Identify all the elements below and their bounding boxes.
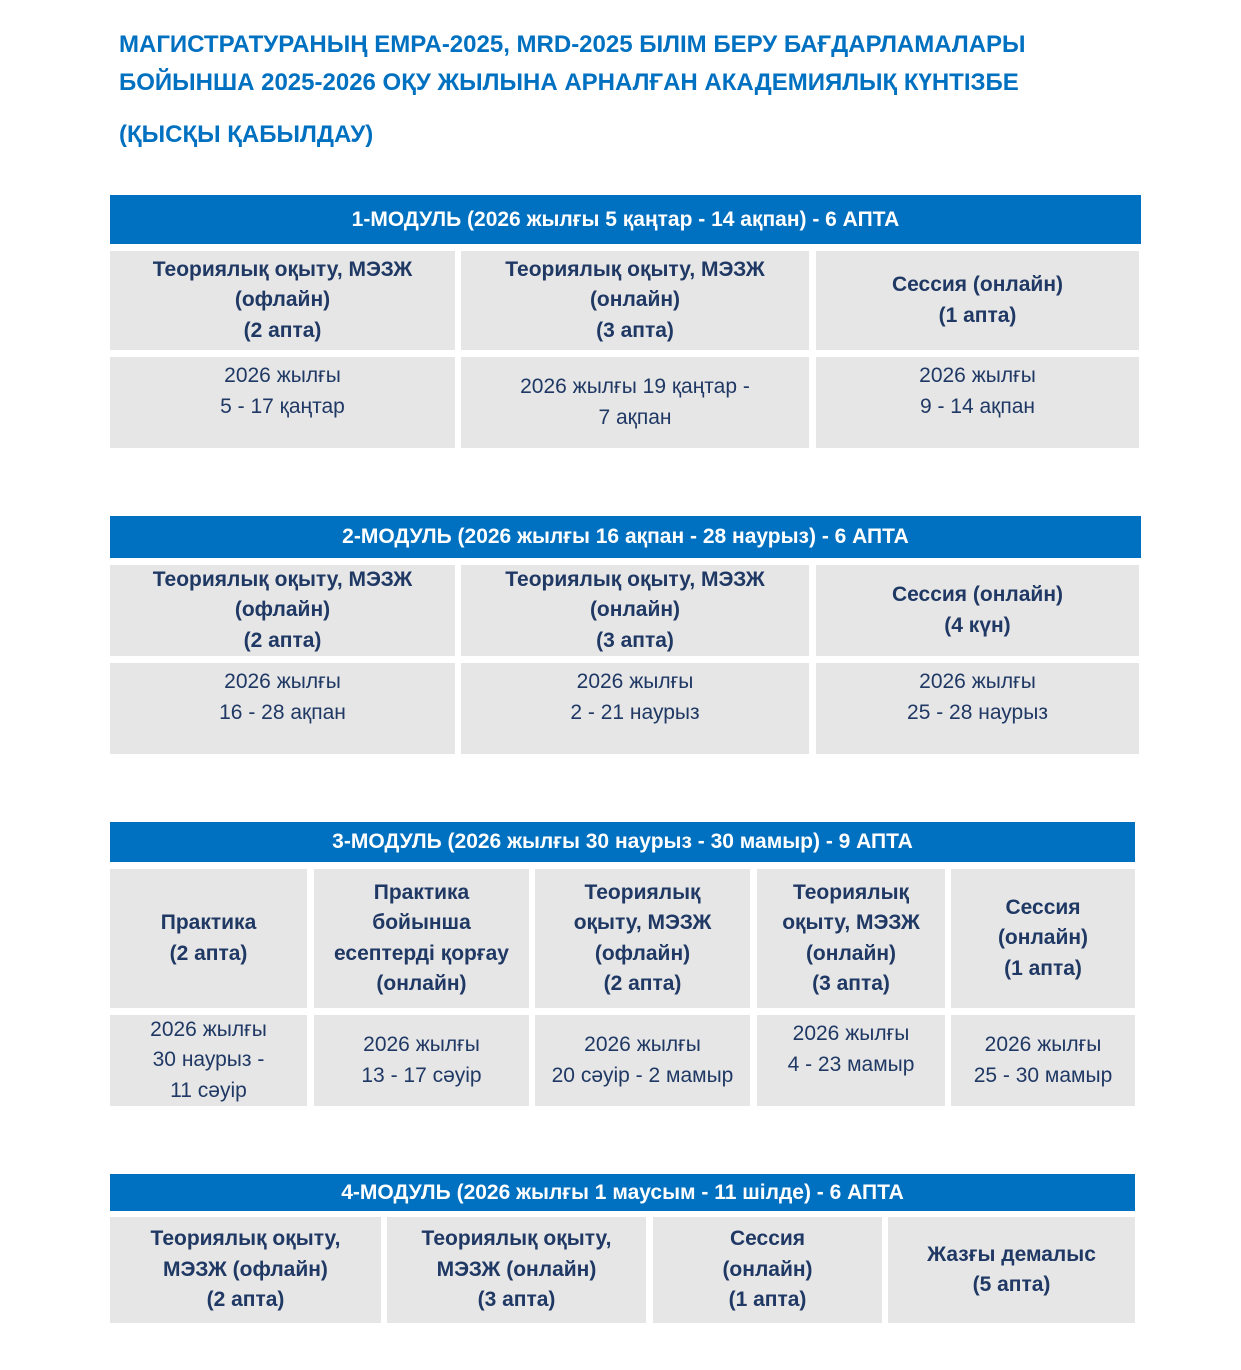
phase-dates: 2026 жылғы 19 қаңтар - 7 ақпан <box>461 357 809 448</box>
phase-label: Теориялық оқыту, МЭЗЖ (онлайн) (3 апта) <box>757 869 945 1008</box>
page-title: МАГИСТРАТУРАНЫҢ EMPA-2025, MRD-2025 БІЛІМ БЕРУ БАҒДАРЛАМАЛАРЫ БОЙЫНША 2025-2026 ОҚУ ЖЫЛЫНА АРНАЛҒАН АКАДЕМИЯЛЫҚ КҮНТІЗБЕ <box>119 31 1026 96</box>
phase-dates: 2026 жылғы 25 - 30 мамыр <box>951 1015 1135 1106</box>
phase-label: Сессия (онлайн) (1 апта) <box>816 251 1139 350</box>
phase-label: Теориялық оқыту, МЭЗЖ (офлайн) (2 апта) <box>110 1217 381 1323</box>
phase-dates: 2026 жылғы 20 сәуір - 2 мамыр <box>535 1015 750 1106</box>
phase-dates: 2026 жылғы 4 - 23 мамыр <box>757 1015 945 1106</box>
phase-label: Теориялық оқыту, МЭЗЖ (онлайн) (3 апта) <box>387 1217 646 1323</box>
phase-dates: 2026 жылғы 9 - 14 ақпан <box>816 357 1139 448</box>
phase-label: Сессия (онлайн) (1 апта) <box>951 869 1135 1008</box>
module-3 <box>110 822 1135 1106</box>
phase-label: Жазғы демалыс (5 апта) <box>888 1217 1135 1323</box>
phase-label: Теориялық оқыту, МЭЗЖ (офлайн) (2 апта) <box>535 869 750 1008</box>
phase-label: Сессия (онлайн) (4 күн) <box>816 565 1139 656</box>
phase-label: Теориялық оқыту, МЭЗЖ (офлайн) (2 апта) <box>110 565 455 656</box>
phase-dates: 2026 жылғы 30 наурыз - 11 сәуір <box>110 1015 307 1106</box>
phase-label: Практика бойынша есептерді қорғау (онлайн) <box>314 869 529 1008</box>
phase-label: Сессия (онлайн) (1 апта) <box>653 1217 882 1323</box>
phase-dates: 2026 жылғы 5 - 17 қаңтар <box>110 357 455 448</box>
module-4 <box>110 1174 1135 1323</box>
phase-label: Теориялық оқыту, МЭЗЖ (онлайн) (3 апта) <box>461 251 809 350</box>
page-subtitle: (ҚЫСҚЫ ҚАБЫЛДАУ) <box>119 121 374 148</box>
phase-dates: 2026 жылғы 2 - 21 наурыз <box>461 663 809 754</box>
module-1 <box>110 195 1141 448</box>
module-header: 1-МОДУЛЬ (2026 жылғы 5 қаңтар - 14 ақпан) - 6 АПТА <box>110 195 1141 244</box>
phase-label: Теориялық оқыту, МЭЗЖ (офлайн) (2 апта) <box>110 251 455 350</box>
phase-label: Практика (2 апта) <box>110 869 307 1008</box>
phase-dates: 2026 жылғы 16 - 28 ақпан <box>110 663 455 754</box>
module-header: 4-МОДУЛЬ (2026 жылғы 1 маусым - 11 шілде) - 6 АПТА <box>110 1174 1135 1211</box>
module-header: 2-МОДУЛЬ (2026 жылғы 16 ақпан - 28 наурыз) - 6 АПТА <box>110 516 1141 558</box>
phase-dates: 2026 жылғы 13 - 17 сәуір <box>314 1015 529 1106</box>
phase-dates: 2026 жылғы 25 - 28 наурыз <box>816 663 1139 754</box>
phase-label: Теориялық оқыту, МЭЗЖ (онлайн) (3 апта) <box>461 565 809 656</box>
module-header: 3-МОДУЛЬ (2026 жылғы 30 наурыз - 30 мамыр) - 9 АПТА <box>110 822 1135 862</box>
module-2 <box>110 516 1141 754</box>
